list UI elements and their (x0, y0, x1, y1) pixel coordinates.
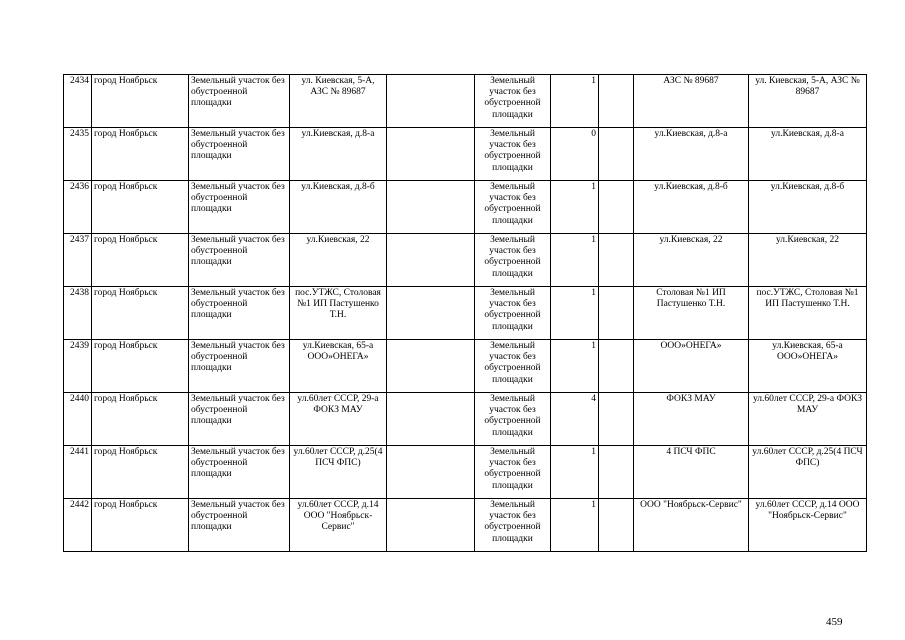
row-number: 2434 (64, 75, 92, 128)
empty-cell (599, 75, 634, 128)
empty-cell (387, 287, 475, 340)
table-row (64, 499, 867, 552)
location-cell: ул.60лет СССР, д.14 ООО "Ноябрьск-Сервис" (749, 499, 867, 552)
city-cell: город Ноябрьск (92, 234, 189, 287)
plot-type-cell: Земельный участок без обустроенной площадки (189, 340, 290, 393)
plot-kind-cell: Земельный участок без обустроенной площадки (475, 393, 551, 446)
table-row (64, 446, 867, 499)
empty-cell (387, 128, 475, 181)
table-row (64, 287, 867, 340)
row-number: 2438 (64, 287, 92, 340)
table-row (64, 234, 867, 287)
owner-cell: ул.Киевская, д.8-а (634, 128, 749, 181)
location-cell: ул.60лет СССР, д.25(4 ПСЧ ФПС) (749, 446, 867, 499)
location-cell: ул. Киевская, 5-А, АЗС № 89687 (749, 75, 867, 128)
empty-cell (599, 499, 634, 552)
quantity-cell: 1 (551, 340, 599, 393)
address-cell: ул.Киевская, 65-а ООО»ОНЕГА» (290, 340, 387, 393)
plot-kind-cell: Земельный участок без обустроенной площадки (475, 446, 551, 499)
location-cell: ул.Киевская, д.8-б (749, 181, 867, 234)
plot-kind-cell: Земельный участок без обустроенной площадки (475, 181, 551, 234)
empty-cell (599, 287, 634, 340)
location-cell: ул.Киевская, 65-а ООО»ОНЕГА» (749, 340, 867, 393)
owner-cell: 4 ПСЧ ФПС (634, 446, 749, 499)
empty-cell (387, 499, 475, 552)
quantity-cell: 1 (551, 499, 599, 552)
quantity-cell: 1 (551, 287, 599, 340)
empty-cell (599, 340, 634, 393)
location-cell: пос.УТЖС, Столовая №1 ИП Пастушенко Т.Н. (749, 287, 867, 340)
city-cell: город Ноябрьск (92, 181, 189, 234)
registry-rows (64, 75, 867, 552)
address-cell: ул.Киевская, д.8-б (290, 181, 387, 234)
quantity-cell: 1 (551, 181, 599, 234)
owner-cell: ул.Киевская, 22 (634, 234, 749, 287)
plot-type-cell: Земельный участок без обустроенной площадки (189, 446, 290, 499)
page-number: 459 (826, 616, 843, 628)
address-cell: пос.УТЖС, Столовая №1 ИП Пастушенко Т.Н. (290, 287, 387, 340)
quantity-cell: 0 (551, 128, 599, 181)
owner-cell: Столовая №1 ИП Пастушенко Т.Н. (634, 287, 749, 340)
location-cell: ул.60лет СССР, 29-а ФОКЗ МАУ (749, 393, 867, 446)
plot-type-cell: Земельный участок без обустроенной площадки (189, 287, 290, 340)
row-number: 2436 (64, 181, 92, 234)
plot-type-cell: Земельный участок без обустроенной площадки (189, 75, 290, 128)
city-cell: город Ноябрьск (92, 393, 189, 446)
city-cell: город Ноябрьск (92, 446, 189, 499)
plot-type-cell: Земельный участок без обустроенной площадки (189, 128, 290, 181)
plot-kind-cell: Земельный участок без обустроенной площадки (475, 340, 551, 393)
location-cell: ул.Киевская, д.8-а (749, 128, 867, 181)
row-number: 2440 (64, 393, 92, 446)
address-cell: ул.Киевская, д.8-а (290, 128, 387, 181)
registry-table (63, 74, 867, 552)
city-cell: город Ноябрьск (92, 287, 189, 340)
plot-type-cell: Земельный участок без обустроенной площадки (189, 393, 290, 446)
owner-cell: ФОКЗ МАУ (634, 393, 749, 446)
table-row (64, 181, 867, 234)
city-cell: город Ноябрьск (92, 75, 189, 128)
city-cell: город Ноябрьск (92, 128, 189, 181)
empty-cell (599, 446, 634, 499)
empty-cell (387, 75, 475, 128)
quantity-cell: 1 (551, 75, 599, 128)
owner-cell: ООО»ОНЕГА» (634, 340, 749, 393)
city-cell: город Ноябрьск (92, 340, 189, 393)
plot-kind-cell: Земельный участок без обустроенной площадки (475, 499, 551, 552)
quantity-cell: 4 (551, 393, 599, 446)
empty-cell (599, 234, 634, 287)
table-row (64, 128, 867, 181)
owner-cell: ООО "Ноябрьск-Сервис" (634, 499, 749, 552)
document-sheet (63, 74, 867, 552)
address-cell: ул.60лет СССР, д.25(4 ПСЧ ФПС) (290, 446, 387, 499)
plot-kind-cell: Земельный участок без обустроенной площадки (475, 287, 551, 340)
empty-cell (599, 128, 634, 181)
plot-type-cell: Земельный участок без обустроенной площадки (189, 234, 290, 287)
city-cell: город Ноябрьск (92, 499, 189, 552)
plot-type-cell: Земельный участок без обустроенной площадки (189, 181, 290, 234)
owner-cell: АЗС № 89687 (634, 75, 749, 128)
table-row (64, 393, 867, 446)
plot-type-cell: Земельный участок без обустроенной площадки (189, 499, 290, 552)
address-cell: ул.60лет СССР, д.14 ООО "Ноябрьск-Сервис" (290, 499, 387, 552)
row-number: 2439 (64, 340, 92, 393)
plot-kind-cell: Земельный участок без обустроенной площадки (475, 128, 551, 181)
address-cell: ул.Киевская, 22 (290, 234, 387, 287)
row-number: 2441 (64, 446, 92, 499)
row-number: 2435 (64, 128, 92, 181)
row-number: 2442 (64, 499, 92, 552)
owner-cell: ул.Киевская, д.8-б (634, 181, 749, 234)
empty-cell (387, 181, 475, 234)
plot-kind-cell: Земельный участок без обустроенной площадки (475, 234, 551, 287)
empty-cell (599, 181, 634, 234)
quantity-cell: 1 (551, 446, 599, 499)
location-cell: ул.Киевская, 22 (749, 234, 867, 287)
address-cell: ул.60лет СССР, 29-а ФОКЗ МАУ (290, 393, 387, 446)
empty-cell (387, 393, 475, 446)
plot-kind-cell: Земельный участок без обустроенной площадки (475, 75, 551, 128)
empty-cell (387, 446, 475, 499)
empty-cell (387, 340, 475, 393)
empty-cell (387, 234, 475, 287)
row-number: 2437 (64, 234, 92, 287)
table-row (64, 75, 867, 128)
quantity-cell: 1 (551, 234, 599, 287)
table-row (64, 340, 867, 393)
empty-cell (599, 393, 634, 446)
address-cell: ул. Киевская, 5-А, АЗС № 89687 (290, 75, 387, 128)
